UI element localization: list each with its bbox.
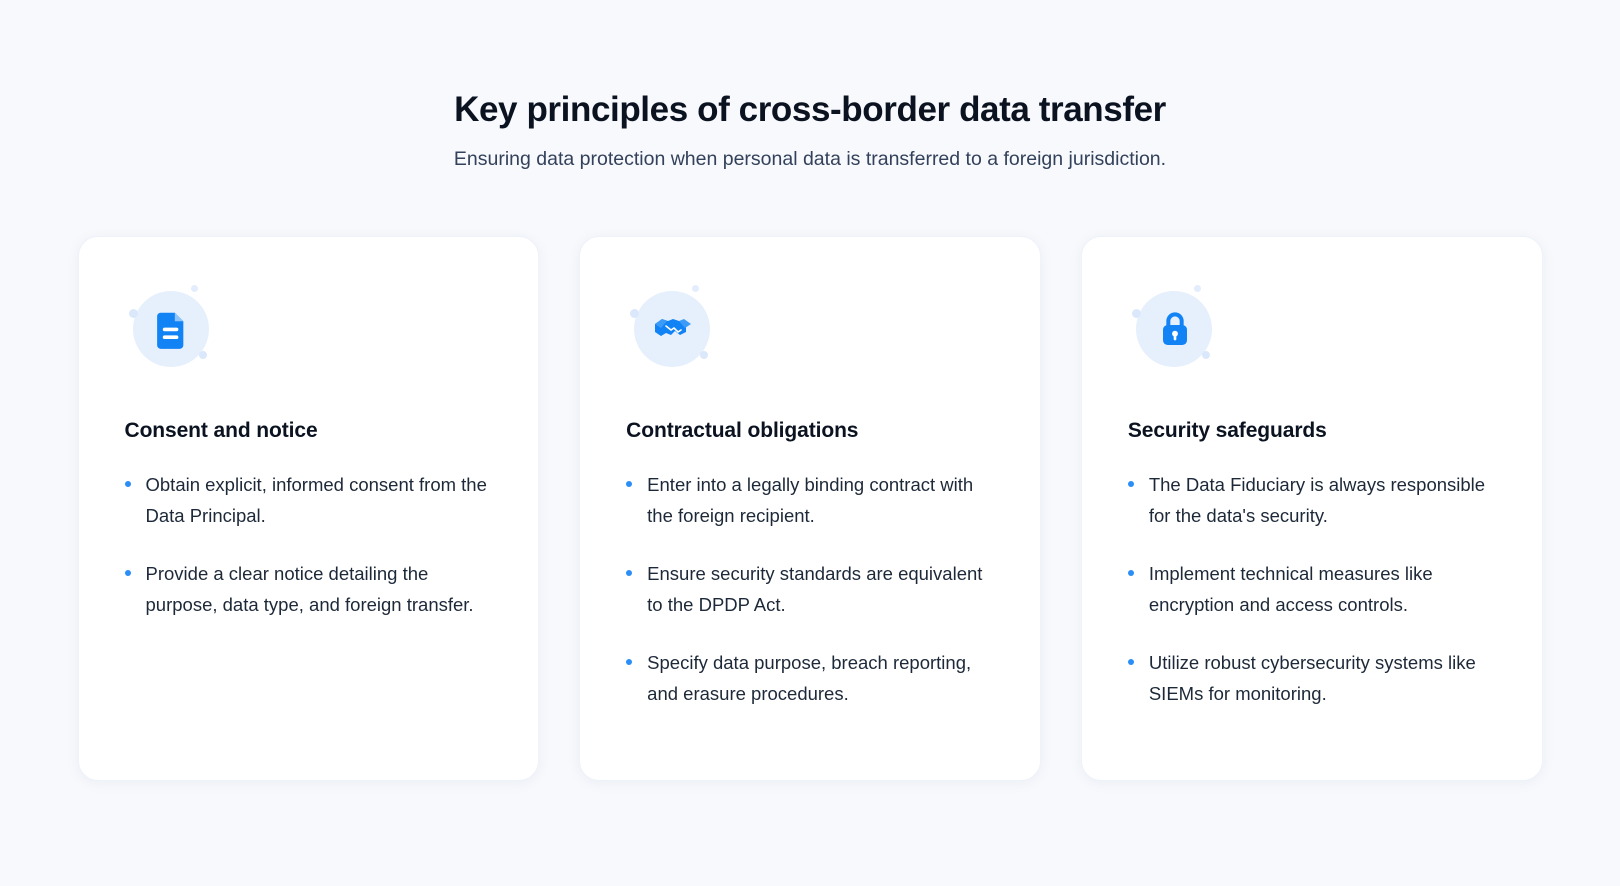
list-item: Specify data purpose, breach reporting, and erasure procedures. <box>626 647 994 709</box>
icon-container <box>125 283 221 379</box>
principles-card-list <box>38 236 1583 781</box>
list-item: Provide a clear notice detailing the purpose, data type, and foreign transfer. <box>125 558 493 620</box>
handshake-icon <box>653 307 693 351</box>
list-item: Utilize robust cybersecurity systems like SIEMs for monitoring. <box>1128 647 1496 709</box>
document-icon <box>152 307 192 351</box>
principle-card-consent-and-notice <box>78 236 540 781</box>
page-subtitle: Ensuring data protection when personal data is transferred to a foreign jurisdiction. <box>453 147 1167 170</box>
decorative-dot <box>129 309 138 318</box>
card-title: Contractual obligations <box>626 419 859 443</box>
icon-container <box>1128 283 1224 379</box>
list-item: Implement technical measures like encryption and access controls. <box>1128 558 1496 620</box>
decorative-dot <box>1202 351 1210 359</box>
header <box>0 88 1620 173</box>
list-item: Ensure security standards are equivalent to the DPDP Act. <box>626 558 994 620</box>
list-item: Enter into a legally binding contract with the foreign recipient. <box>626 469 994 531</box>
principle-card-contractual-obligations <box>579 236 1041 781</box>
decorative-dot <box>1132 309 1141 318</box>
card-title: Consent and notice <box>124 419 318 443</box>
principle-card-security-safeguards <box>1081 236 1543 781</box>
icon-container <box>626 283 722 379</box>
list-item: The Data Fiduciary is always responsible for the data's security. <box>1128 469 1496 531</box>
list-item: Obtain explicit, informed consent from the Data Principal. <box>125 469 493 531</box>
decorative-dot <box>700 351 708 359</box>
decorative-dot <box>692 285 699 292</box>
decorative-dot <box>199 351 207 359</box>
card-bullet-list <box>626 469 994 709</box>
lock-icon <box>1155 307 1195 351</box>
decorative-dot <box>1194 285 1201 292</box>
decorative-dot <box>191 285 198 292</box>
card-bullet-list <box>1128 469 1496 709</box>
page-title: Key principles of cross-border data transfer <box>454 90 1166 129</box>
card-bullet-list <box>125 469 493 620</box>
card-title: Security safeguards <box>1127 419 1327 443</box>
